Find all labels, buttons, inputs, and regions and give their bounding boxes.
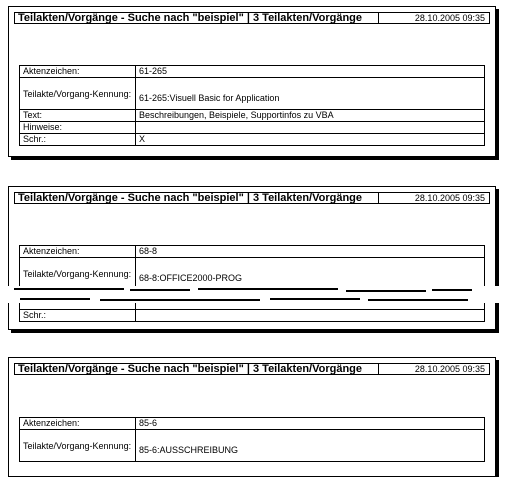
card-title: Teilakten/Vorgänge - Suche nach "beispiel" | 3 Teilakten/Vorgänge bbox=[18, 12, 379, 24]
field-value: 61-265 bbox=[136, 66, 485, 78]
card-date: 28.10.2005 09:35 bbox=[414, 364, 485, 374]
table-row bbox=[20, 66, 485, 78]
field-label: Schr.: bbox=[20, 134, 136, 146]
card-title: Teilakten/Vorgänge - Suche nach "beispiel" | 3 Teilakten/Vorgänge bbox=[18, 192, 379, 204]
table-row bbox=[20, 110, 485, 122]
table-row bbox=[20, 78, 485, 110]
card-date: 28.10.2005 09:35 bbox=[414, 193, 485, 203]
table-row bbox=[20, 246, 485, 258]
field-label: Aktenzeichen: bbox=[20, 246, 136, 258]
fields-table bbox=[19, 65, 485, 146]
field-value: 85-6 bbox=[136, 418, 485, 430]
field-label: Teilakte/Vorgang-Kennung: bbox=[20, 258, 136, 290]
fields-table bbox=[19, 245, 485, 322]
field-label: Hinweise: bbox=[20, 122, 136, 134]
card-header bbox=[14, 12, 490, 24]
field-label: Aktenzeichen: bbox=[20, 418, 136, 430]
record-card-1 bbox=[8, 6, 496, 157]
fields-table bbox=[19, 417, 485, 462]
card-header bbox=[14, 192, 490, 204]
scan-noise-band bbox=[0, 286, 505, 303]
card-header bbox=[14, 363, 490, 375]
table-row bbox=[20, 310, 485, 322]
field-value: 68-8:OFFICE2000-PROG bbox=[136, 258, 485, 290]
table-row bbox=[20, 122, 485, 134]
field-value: 85-6:AUSSCHREIBUNG bbox=[136, 430, 485, 462]
record-card-2 bbox=[8, 186, 496, 330]
field-value: 61-265:Visuell Basic for Application bbox=[136, 78, 485, 110]
field-label: Aktenzeichen: bbox=[20, 66, 136, 78]
table-row bbox=[20, 430, 485, 462]
field-value: 68-8 bbox=[136, 246, 485, 258]
record-card-3 bbox=[8, 357, 496, 477]
card-date: 28.10.2005 09:35 bbox=[414, 13, 485, 23]
table-row bbox=[20, 134, 485, 146]
field-value: X bbox=[136, 134, 485, 146]
field-label: Schr.: bbox=[20, 310, 136, 322]
field-label: Teilakte/Vorgang-Kennung: bbox=[20, 78, 136, 110]
field-value: Beschreibungen, Beispiele, Supportinfos zu VBA bbox=[136, 110, 485, 122]
table-row bbox=[20, 418, 485, 430]
field-value bbox=[136, 310, 485, 322]
table-row bbox=[20, 258, 485, 290]
field-label: Teilakte/Vorgang-Kennung: bbox=[20, 430, 136, 462]
card-title: Teilakten/Vorgänge - Suche nach "beispiel" | 3 Teilakten/Vorgänge bbox=[18, 363, 379, 375]
field-value bbox=[136, 122, 485, 134]
field-label: Text: bbox=[20, 110, 136, 122]
